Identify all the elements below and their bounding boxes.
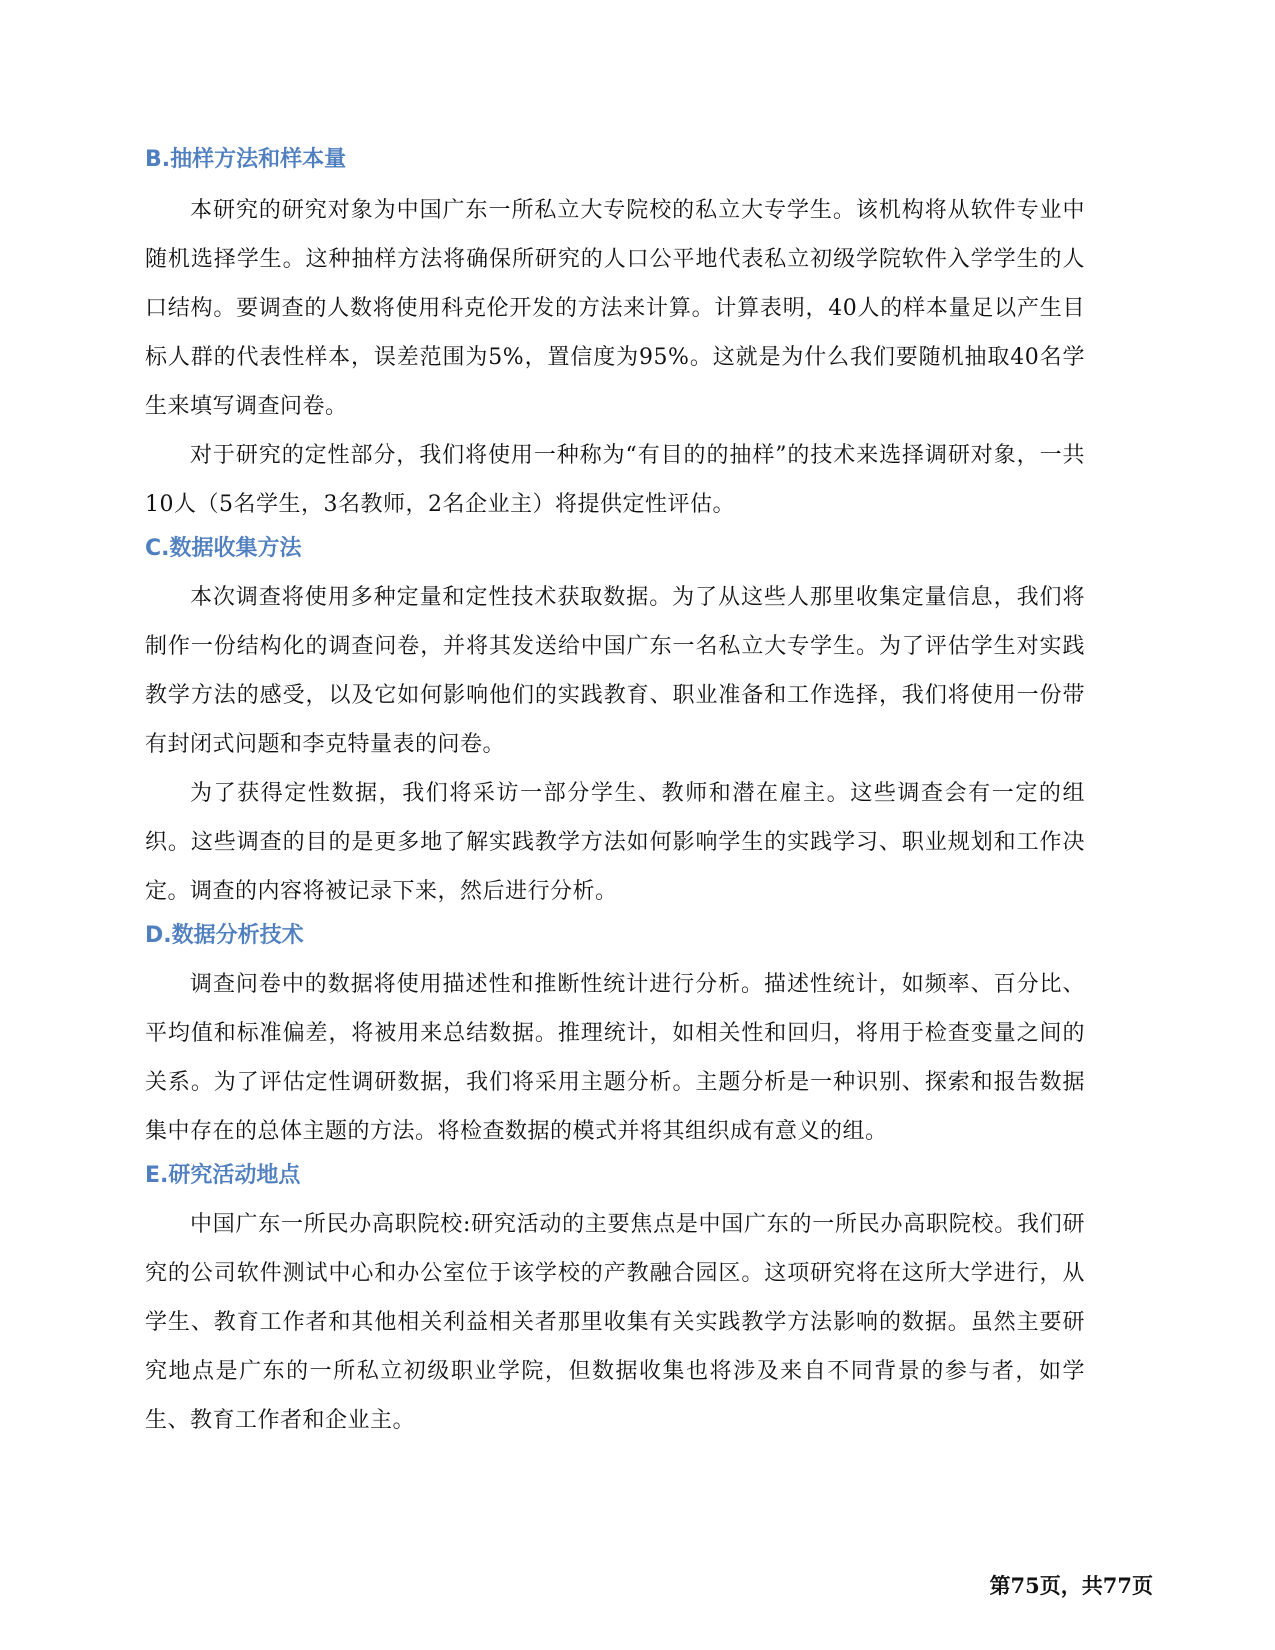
document-body: [145, 142, 1085, 1445]
page-number: 第75页，共77页: [989, 1573, 1153, 1598]
section-heading-d: D.数据分析技术: [145, 923, 304, 948]
paragraph-c-2: 为了获得定性数据，我们将采访一部分学生、教师和潜在雇主。这些调查会有一定的组织。这些调查的目的是更多地了解实践教学方法如何影响学生的实践学习、职业规划和工作决定。调查的内容将被记录下来，然后进行分析。: [145, 781, 1085, 904]
paragraph-c-1: 本次调查将使用多种定量和定性技术获取数据。为了从这些人那里收集定量信息，我们将制作一份结构化的调查问卷，并将其发送给中国广东一名私立大专学生。为了评估学生对实践教学方法的感受，以及它如何影响他们的实践教育、职业准备和工作选择，我们将使用一份带有封闭式问题和李克特量表的问卷。: [145, 585, 1085, 757]
section-heading-b: B.抽样方法和样本量: [145, 147, 347, 172]
paragraph-e-1: 中国广东一所民办高职院校:研究活动的主要焦点是中国广东的一所民办高职院校。我们研究的公司软件测试中心和办公室位于该学校的产教融合园区。这项研究将在这所大学进行，从学生、教育工作者和其他相关利益相关者那里收集有关实践教学方法影响的数据。虽然主要研究地点是广东的一所私立初级职业学院，但数据收集也将涉及来自不同背景的参与者，如学生、教育工作者和企业主。: [145, 1212, 1085, 1433]
paragraph-b-1: 本研究的研究对象为中国广东一所私立大专院校的私立大专学生。该机构将从软件专业中随机选择学生。这种抽样方法将确保所研究的人口公平地代表私立初级学院软件入学学生的人口结构。要调查的人数将使用科克伦开发的方法来计算。计算表明，40人的样本量足以产生目标人群的代表性样本，误差范围为5%，置信度为95%。这就是为什么我们要随机抽取40名学生来填写调查问卷。: [145, 198, 1085, 419]
section-heading-e: E.研究活动地点: [145, 1163, 301, 1188]
paragraph-d-1: 调查问卷中的数据将使用描述性和推断性统计进行分析。描述性统计，如频率、百分比、平均值和标准偏差，将被用来总结数据。推理统计，如相关性和回归，将用于检查变量之间的关系。为了评估定性调研数据，我们将采用主题分析。主题分析是一种识别、探索和报告数据集中存在的总体主题的方法。将检查数据的模式并将其组织成有意义的组。: [145, 972, 1085, 1144]
section-heading-c: C.数据收集方法: [145, 536, 302, 561]
paragraph-b-2: 对于研究的定性部分，我们将使用一种称为“有目的的抽样”的技术来选择调研对象，一共10人（5名学生，3名教师，2名企业主）将提供定性评估。: [145, 443, 1085, 517]
